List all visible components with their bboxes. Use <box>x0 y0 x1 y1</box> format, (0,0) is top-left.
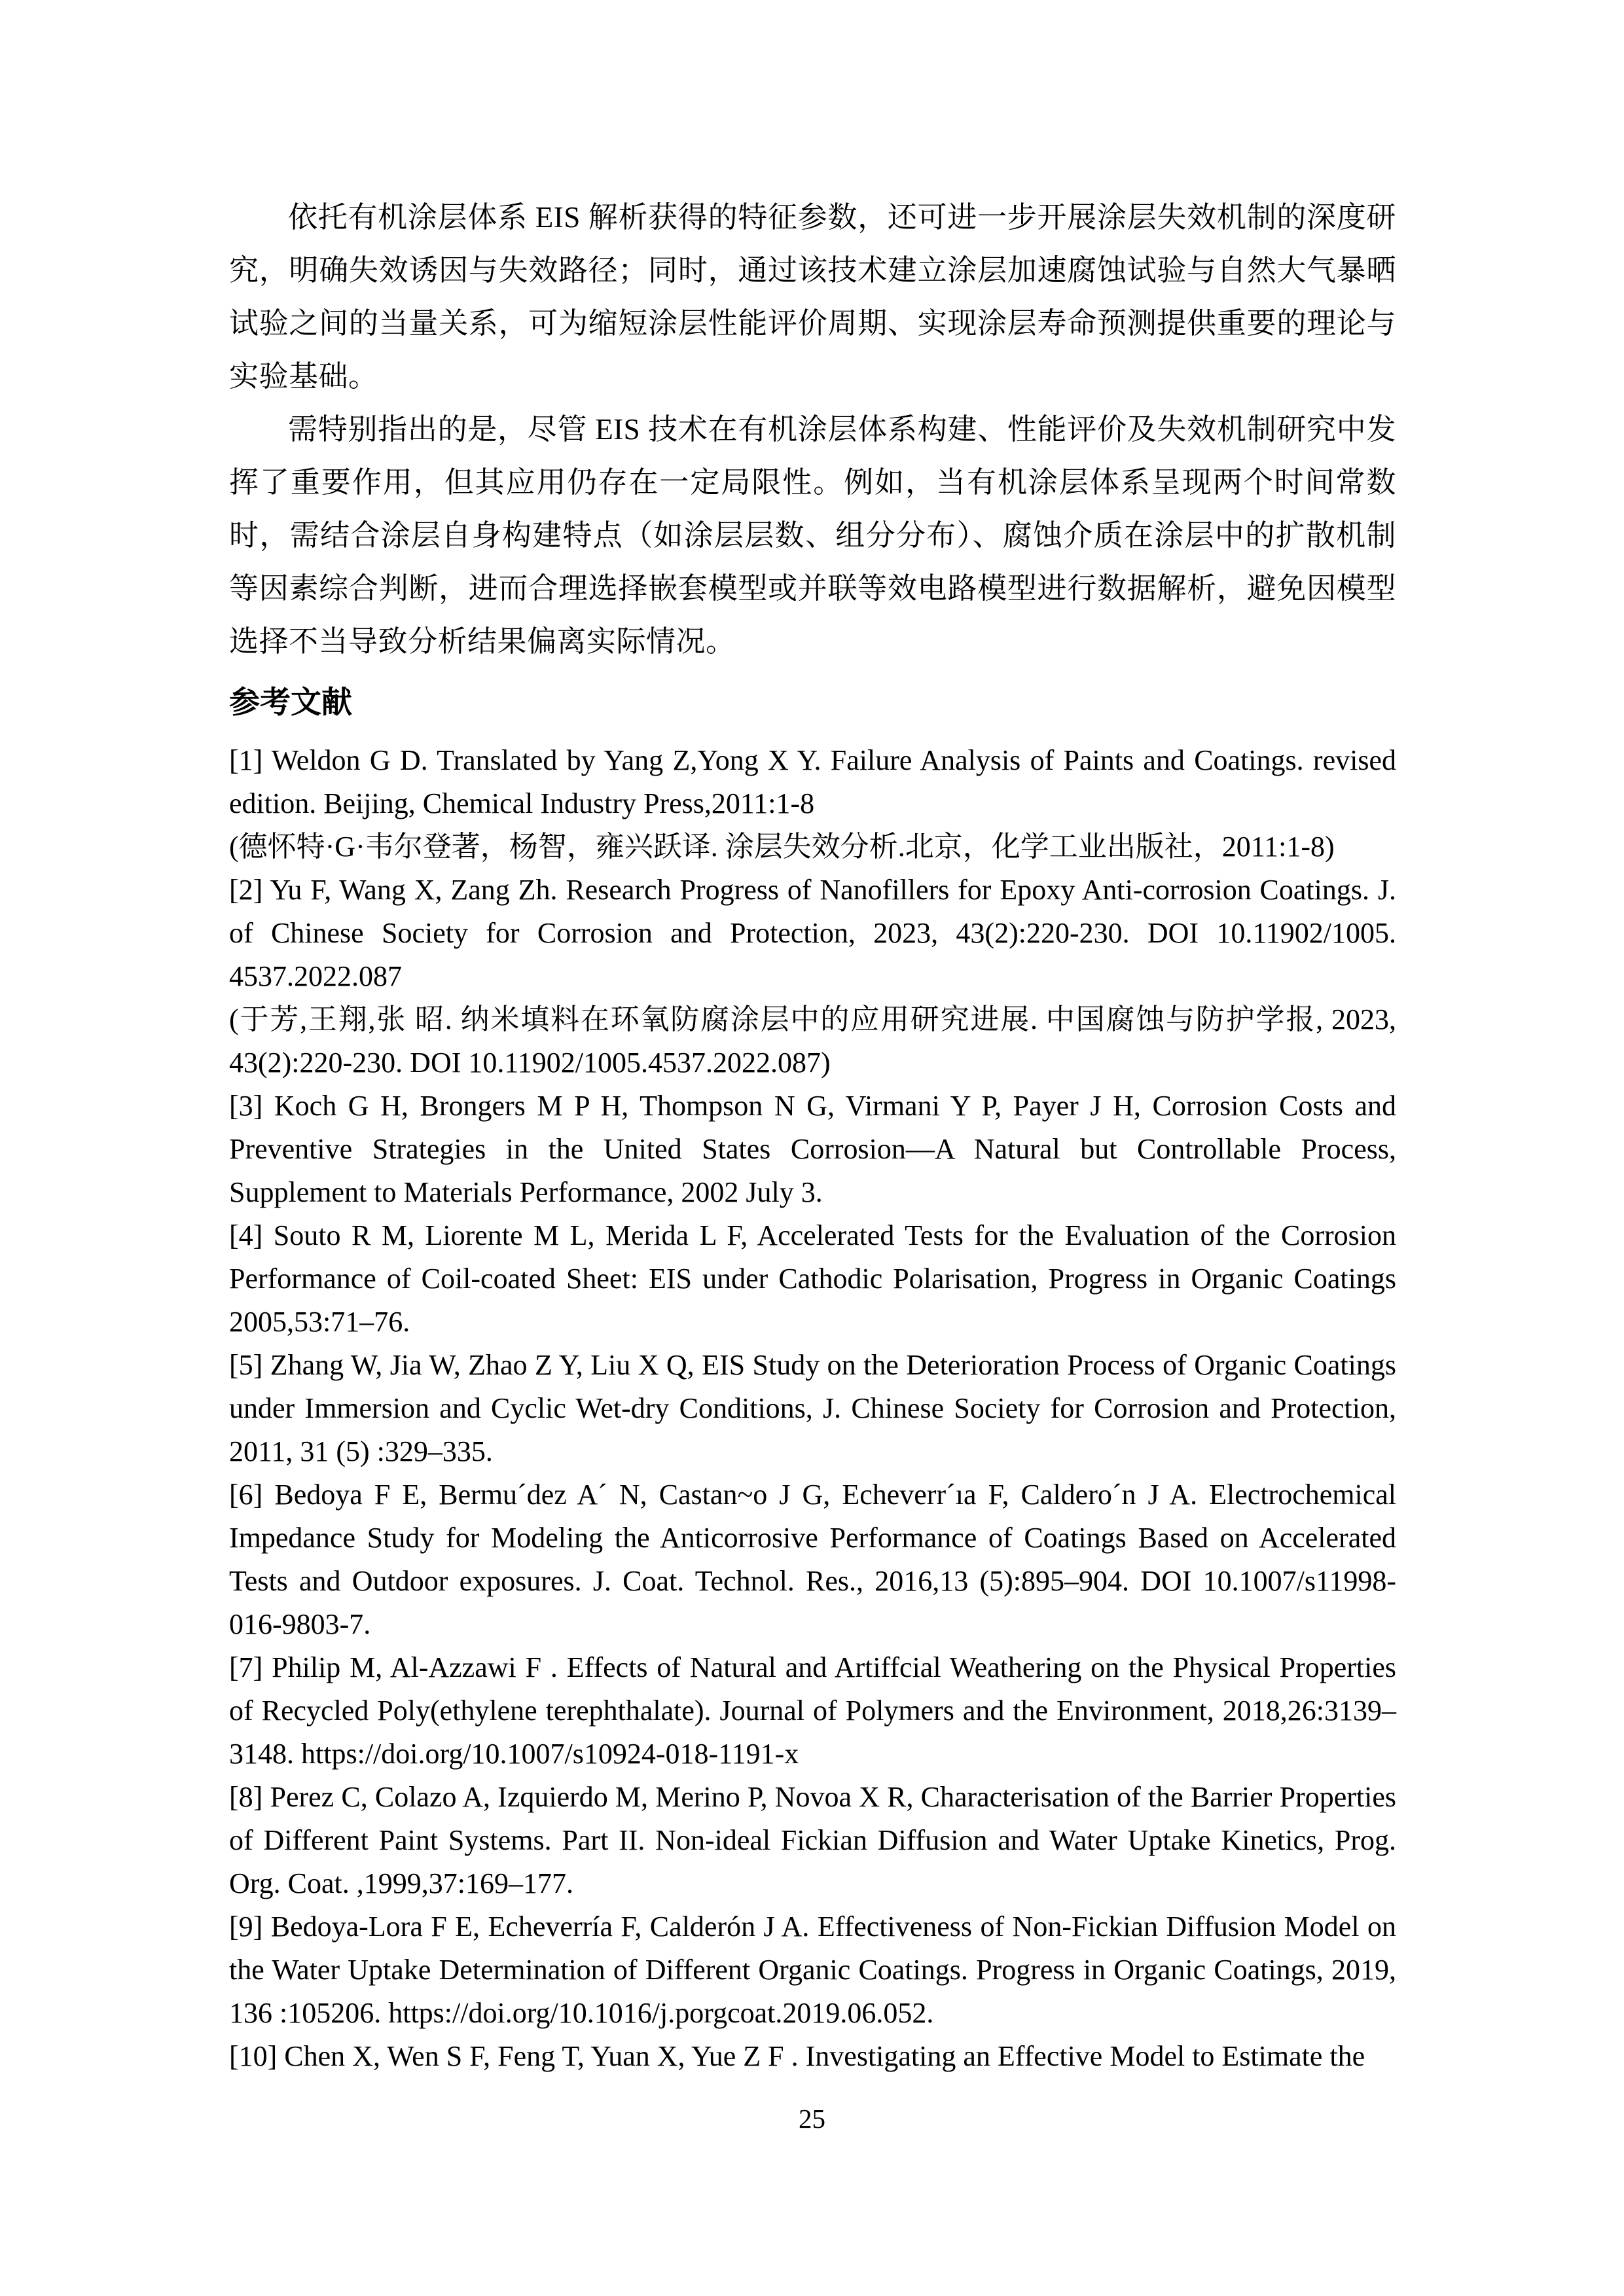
reference-text: [7] Philip M, Al-Azzawi F . Effects of Natural and Artiffcial Weathering on the Physical Properties of Recycled Poly(ethylene terephthalate). Journal of Polymers and the Environment, 2018,26:3139–3148. https://doi.org/10.1007/s10924-018-1191-x <box>229 1651 1396 1770</box>
references-heading: 参考文献 <box>229 686 352 720</box>
reference-text: [3] Koch G H, Brongers M P H, Thompson N G, Virmani Y P, Payer J H, Corrosion Costs and Preventive Strategies in the United States Corrosion—A Natural but Controllable Process, Supplement to Materials Performance, 2002 July 3. <box>229 1090 1396 1208</box>
reference-translation: (于芳,王翔,张 昭. 纳米填料在环氧防腐涂层中的应用研究进展. 中国腐蚀与防护学报, 2023, 43(2):220-230. DOI 10.11902/1005.4537.2022.087) <box>229 1003 1396 1079</box>
reference-text: [1] Weldon G D. Translated by Yang Z,Yong X Y. Failure Analysis of Paints and Coatings. revised edition. Beijing, Chemical Industry Press,2011:1-8 <box>229 744 1396 819</box>
reference-text: [2] Yu F, Wang X, Zang Zh. Research Progress of Nanofillers for Epoxy Anti-corrosion Coatings. J. of Chinese Society for Corrosion and Protection, 2023, 43(2):220-230. DOI 10.11902/1005. 4537.2022.087 <box>229 874 1396 992</box>
reference-item <box>229 1473 1396 1646</box>
reference-item <box>229 869 1396 1085</box>
reference-item <box>229 1905 1396 2035</box>
body-paragraph: 依托有机涂层体系 EIS 解析获得的特征参数，还可进一步开展涂层失效机制的深度研究，明确失效诱因与失效路径；同时，通过该技术建立涂层加速腐蚀试验与自然大气暴晒试验之间的当量关系，可为缩短涂层性能评价周期、实现涂层寿命预测提供重要的理论与实验基础。 <box>229 201 1396 393</box>
reference-translation: (德怀特·G·韦尔登著，杨智，雍兴跃译. 涂层失效分析.北京，化学工业出版社，2011:1-8) <box>229 831 1335 863</box>
reference-item <box>229 2035 1396 2078</box>
reference-item <box>229 1085 1396 1214</box>
reference-text: [6] Bedoya F E, Bermu´dez A´ N, Castan~o J G, Echeverr´ıa F, Caldero´n J A. Electrochemical Impedance Study for Modeling the Anticorrosive Performance of Coatings Based on Accelerated Tests and Outdoor exposures. J. Coat. Technol. Res., 2016,13 (5):895–904. DOI 10.1007/s11998-016-9803-7. <box>229 1479 1396 1640</box>
body-paragraph: 需特别指出的是，尽管 EIS 技术在有机涂层体系构建、性能评价及失效机制研究中发挥了重要作用，但其应用仍存在一定局限性。例如，当有机涂层体系呈现两个时间常数时，需结合涂层自身构建特点（如涂层层数、组分分布）、腐蚀介质在涂层中的扩散机制等因素综合判断，进而合理选择嵌套模型或并联等效电路模型进行数据解析，避免因模型选择不当导致分析结果偏离实际情况。 <box>229 413 1396 658</box>
reference-text: [10] Chen X, Wen S F, Feng T, Yuan X, Yue Z F . Investigating an Effective Model to Estimate the <box>229 2040 1365 2072</box>
reference-text: [5] Zhang W, Jia W, Zhao Z Y, Liu X Q, EIS Study on the Deterioration Process of Organic Coatings under Immersion and Cyclic Wet-dry Conditions, J. Chinese Society for Corrosion and Protection, 2011, 31 (5) :329–335. <box>229 1349 1396 1467</box>
reference-item <box>229 1646 1396 1776</box>
reference-text: [4] Souto R M, Liorente M L, Merida L F, Accelerated Tests for the Evaluation of the Corrosion Performance of Coil-coated Sheet: EIS under Cathodic Polarisation, Progress in Organic Coatings 2005,53:71–76. <box>229 1219 1396 1338</box>
reference-item <box>229 739 1396 869</box>
page-content <box>229 191 1396 2078</box>
reference-item <box>229 1214 1396 1344</box>
references-list <box>229 739 1396 2078</box>
reference-text: [9] Bedoya-Lora F E, Echeverría F, Calderón J A. Effectiveness of Non-Fickian Diffusion Model on the Water Uptake Determination of Different Organic Coatings. Progress in Organic Coatings, 2019, 136 :105206. https://doi.org/10.1016/j.porgcoat.2019.06.052. <box>229 1910 1396 2029</box>
reference-text: [8] Perez C, Colazo A, Izquierdo M, Merino P, Novoa X R, Characterisation of the Barrier Properties of Different Paint Systems. Part II. Non-ideal Fickian Diffusion and Water Uptake Kinetics, Prog. Org. Coat. ,1999,37:169–177. <box>229 1781 1396 1899</box>
reference-item <box>229 1776 1396 1905</box>
reference-item <box>229 1344 1396 1473</box>
page-number: 25 <box>799 2104 825 2134</box>
